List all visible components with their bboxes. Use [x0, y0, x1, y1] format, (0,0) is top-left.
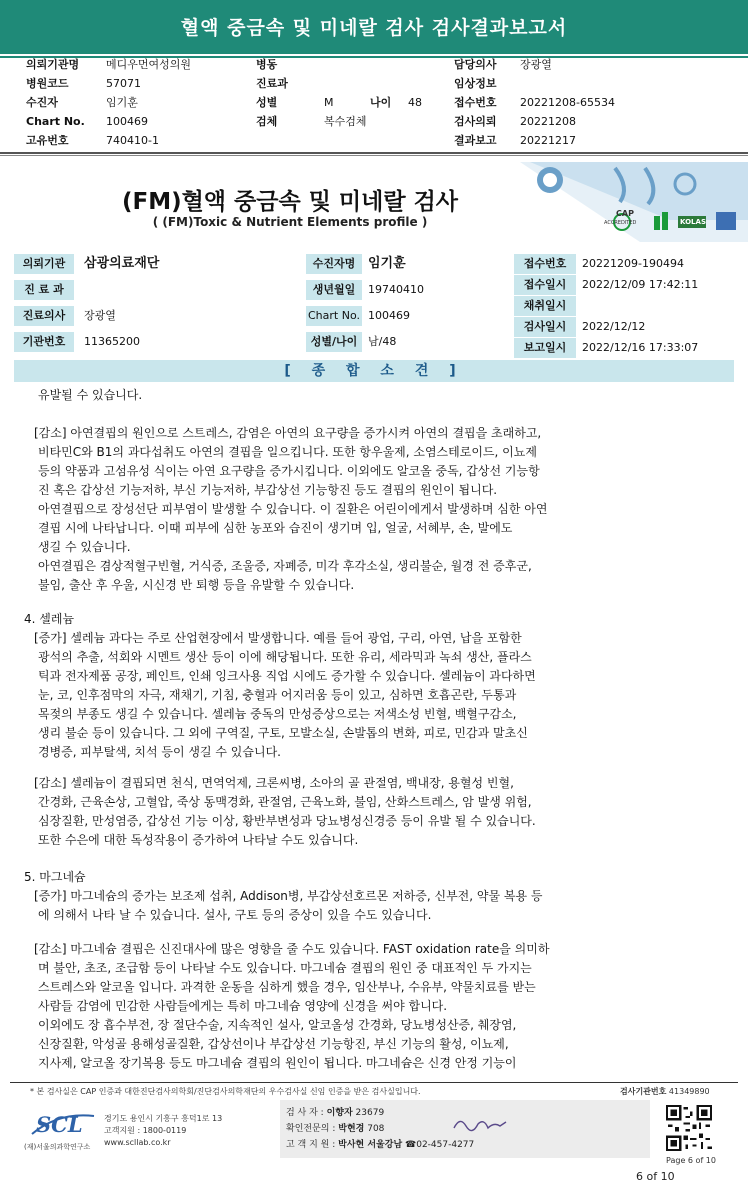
qr-code-icon: [666, 1105, 712, 1151]
text-line: 결핍 시에 나타납니다. 이때 피부에 심한 농포와 습진이 생기며 입, 얼굴, 서혜부, 손, 발에도: [38, 521, 513, 535]
accreditation-graphic-icon: [520, 160, 748, 250]
text-line: 또한 수은에 대한 독성작용이 증가하여 나타날 수도 있습니다.: [38, 833, 359, 847]
scl-fullname: (재)서울의과학연구소: [24, 1143, 91, 1151]
age-value: 48: [408, 96, 422, 109]
ward-label: 병동: [256, 58, 278, 71]
receipt-no-label-2: 접수번호: [514, 254, 576, 274]
cap-logo-text: CAP: [616, 209, 634, 218]
text-line: 등의 약품과 고섬유성 식이는 아연 요구량을 증가시킵니다. 이외에도 알코올 중독, 갑상선 기능항: [38, 464, 540, 478]
dept-value: [80, 280, 300, 300]
text-line: 틱과 전자제품 공장, 페인트, 인쇄 잉크사용 직업 시에도 증가할 수 있습니다. 셀레늄이 과다하면: [38, 669, 536, 683]
support-label: 고 객 지 원 :: [286, 1140, 336, 1150]
cap-accredited-text: ACCREDITED: [604, 220, 637, 226]
accreditation-note: * 본 검사실은 CAP 인증과 대한진단검사의학회/진단검사의학재단의 우수검사실 신임 인증을 받은 검사실입니다.: [30, 1087, 421, 1096]
inst-label: 의뢰기관: [14, 254, 74, 274]
name-value: 임기훈: [368, 256, 406, 271]
text-line: 간경화, 근육손상, 고혈압, 죽상 동맥경화, 관절염, 근육노화, 불임, 산화스트레스, 암 발생 위험,: [38, 795, 532, 809]
report-date-label-2: 보고일시: [514, 338, 576, 358]
header-separator: [0, 152, 748, 154]
collect-date-value: [578, 296, 728, 316]
text-line: 심장질환, 만성염증, 갑상선 기능 이상, 황반부변성과 당뇨병성신경증 등이 유발 될 수 있습니다.: [38, 814, 536, 828]
text-line: 며 불안, 초조, 조급함 등이 나타날 수도 있습니다. 마그네슘 결핍의 원인 중 대표적인 두 가지는: [38, 961, 532, 975]
scl-logo: [24, 1108, 98, 1151]
lab-phone: 고객지원 : 1800-0119: [104, 1126, 187, 1135]
report-banner: [0, 0, 748, 54]
kolas-logo-text: KOLAS: [680, 218, 706, 226]
specimen-label: 검체: [256, 115, 278, 128]
name-label: 수진자명: [306, 254, 362, 274]
section-heading: 5. 마그네슘: [24, 870, 86, 884]
accreditation-logos: [520, 160, 748, 250]
text-line: 진 혹은 갑상선 기능저하, 부신 기능저하, 부갑상선 기능항진 등도 결핍의 원인이 됩니다.: [38, 483, 498, 497]
collect-date-label: 채취일시: [514, 296, 576, 316]
text-line: 생리 불순 등이 있습니다. 그 외에 구역질, 구토, 모발소실, 손발톱의 변화, 피로, 민감과 말초신: [38, 726, 528, 740]
text-line: [감소] 아연결핍의 원인으로 스트레스, 감염은 아연의 요구량을 증가시켜 아연의 결핍을 초래하고,: [34, 426, 542, 440]
section-heading: 4. 셀레늄: [24, 612, 75, 626]
text-line: 에 의해서 나타 날 수 있습니다. 설사, 구토 등의 증상이 있을 수도 있습니다.: [38, 908, 432, 922]
text-line: 불임, 출산 후 우울, 시신경 반 퇴행 등을 유발할 수 있습니다.: [38, 578, 355, 592]
text-line: 광석의 추출, 석회와 시멘트 생산 등이 이에 해당됩니다. 또한 유리, 세라믹과 녹쇠 생산, 플라스: [38, 650, 532, 664]
org-code-label: 검사기관번호: [620, 1087, 667, 1096]
report-date-label: 결과보고: [454, 134, 497, 147]
unique-no-value: 740410-1: [106, 134, 159, 147]
footer-rule: [10, 1082, 738, 1083]
doctor-label: 담당의사: [454, 58, 497, 71]
banner-title: 혈액 중금속 및 미네랄 검사 검사결과보고서: [180, 17, 568, 39]
sex-label: 성별: [256, 96, 278, 109]
test-date-label: 검사일시: [514, 317, 576, 337]
org-no-label: 기관번호: [14, 332, 74, 352]
text-line: [증가] 마그네슘의 증가는 보조제 섭취, Addison병, 부갑상선호르몬 저하증, 신부전, 약물 복용 등: [34, 889, 543, 903]
birth-value: 19740410: [368, 283, 424, 296]
text-line: 유발될 수 있습니다.: [38, 388, 143, 402]
sex-value: M: [324, 96, 334, 109]
text-line: 스트레스와 알코올 입니다. 과격한 운동을 심하게 했을 경우, 임산부나, 수유부, 약물치료를 받는: [38, 980, 536, 994]
lab-address: 경기도 용인시 기흥구 흥덕1로 13: [104, 1114, 223, 1123]
doctor-label-2: 진료의사: [14, 306, 74, 326]
receipt-no-value-2: 20221209-190494: [582, 257, 684, 270]
patient-value: 임기훈: [106, 96, 138, 109]
confirm-label: 확인전문의 :: [286, 1124, 336, 1134]
text-line: 목젖의 부종도 생길 수 있습니다. 셀레늄 중독의 만성증상으로는 저색소성 빈혈, 백혈구감소,: [38, 707, 517, 721]
report-title: (FM)혈액 중금속 및 미네랄 검사: [121, 189, 459, 215]
receipt-date-value: 2022/12/09 17:42:11: [582, 278, 699, 291]
confirm-name: 박현경: [338, 1124, 365, 1134]
report-date-value-2: 2022/12/16 17:33:07: [582, 341, 699, 354]
confirm-no: 708: [367, 1124, 385, 1134]
text-line: 생길 수 있습니다.: [38, 540, 131, 554]
org-code: [620, 1086, 710, 1097]
doctor-value: 장광열: [520, 58, 552, 71]
receipt-date-label: 접수일시: [514, 275, 576, 295]
chart-value-2: 100469: [368, 309, 410, 322]
scl-wordmark: SCL: [36, 1112, 83, 1137]
text-line: 경병증, 피부탈색, 치석 등이 생길 수 있습니다.: [38, 745, 281, 759]
report-date-value: 20221217: [520, 134, 576, 147]
signature-icon: [450, 1112, 510, 1136]
chart-no-value: 100469: [106, 115, 148, 128]
lab-website: www.scllab.co.kr: [104, 1138, 171, 1147]
report-subtitle: ( (FM)Toxic & Nutrient Elements profile ): [152, 215, 428, 229]
summary-heading: [ 종 합 소 견 ]: [14, 360, 734, 382]
tester-name: 이향자: [326, 1108, 353, 1118]
page-indicator: 6 of 10: [636, 1170, 675, 1183]
text-line: [감소] 마그네슘 결핍은 신진대사에 많은 영향을 줄 수도 있습니다. FAST oxidation rate을 의미하: [34, 942, 550, 956]
clinical-label: 임상정보: [454, 77, 497, 90]
text-line: 이외에도 장 흡수부전, 장 절단수술, 지속적인 설사, 알코올성 간경화, 당뇨병성산증, 췌장염,: [38, 1018, 517, 1032]
lab-contact: [104, 1113, 222, 1149]
text-line: 신장질환, 악성골 용해성골질환, 갑상선이나 부갑상선 기능항진, 부신 기능의 활성, 이뇨제,: [38, 1037, 509, 1051]
age-label: 나이: [370, 96, 392, 109]
specimen-value: 복수검체: [324, 115, 367, 128]
institution-value: 메디우먼여성의원: [106, 58, 192, 71]
request-date-label: 검사의뢰: [454, 115, 497, 128]
text-line: [증가] 셀레늄 과다는 주로 산업현장에서 발생합니다. 예를 들어 광업, 구리, 아연, 납을 포함한: [34, 631, 522, 645]
header-separator-thin: [0, 155, 748, 156]
text-line: 아연결핍은 겸상적혈구빈혈, 거식증, 조울증, 자폐증, 미각 후각소실, 생리불순, 월경 전 증후군,: [38, 559, 532, 573]
sex-age-label: 성별/나이: [306, 332, 362, 352]
unique-no-label: 고유번호: [26, 134, 69, 147]
chart-label-2: Chart No.: [306, 306, 362, 326]
text-line: [감소] 셀레늄이 결핍되면 천식, 면역억제, 크론씨병, 소아의 골 관절염, 백내장, 용혈성 빈혈,: [34, 776, 514, 790]
patient-label: 수진자: [26, 96, 58, 109]
signatories: [280, 1100, 650, 1158]
hospital-code-label: 병원코드: [26, 77, 69, 90]
org-code-value: 41349890: [668, 1087, 710, 1096]
text-line: 눈, 코, 인후점막의 자극, 재채기, 기침, 충혈과 어지러움 등이 있고, 심하면 호흡곤란, 두통과: [38, 688, 517, 702]
support-phone: ☎02-457-4277: [405, 1140, 475, 1150]
birth-label: 생년월일: [306, 280, 362, 300]
tester-label: 검 사 자 :: [286, 1108, 324, 1118]
doctor-value-2: 장광열: [84, 309, 116, 322]
hospital-code-value: 57071: [106, 77, 141, 90]
text-line: 아연결핍으로 장성선단 피부염이 발생할 수 있습니다. 이 질환은 어린이에게서 발생하며 심한 아연: [38, 502, 548, 516]
receipt-no-value: 20221208-65534: [520, 96, 615, 109]
receipt-no-label: 접수번호: [454, 96, 497, 109]
dept-label: 진 료 과: [14, 280, 74, 300]
inst-value: 삼광의료재단: [84, 256, 160, 271]
department-label: 진료과: [256, 77, 288, 90]
page-indicator-small: Page 6 of 10: [666, 1156, 716, 1165]
test-date-value: 2022/12/12: [582, 320, 646, 333]
org-no-value: 11365200: [84, 335, 140, 348]
chart-no-label: Chart No.: [26, 115, 85, 128]
support-name: 박사현 서울강남: [338, 1140, 403, 1150]
tester-no: 23679: [355, 1108, 385, 1118]
text-line: 지사제, 알코올 장기복용 등도 마그네슘 결핍의 원인이 됩니다. 마그네슘은 신경 안정 기능이: [38, 1056, 517, 1070]
institution-label: 의뢰기관명: [26, 58, 80, 71]
text-line: 비타민C와 B1의 과다섭취도 아연의 결핍을 일으킵니다. 또한 항우울제, 소염스테로이드, 이뇨제: [38, 445, 537, 459]
request-date-value: 20221208: [520, 115, 576, 128]
sex-age-value: 남/48: [368, 335, 397, 348]
text-line: 사람들 감염에 민감한 사람들에게는 특히 마그네슘 영양에 신경을 써야 합니다.: [38, 999, 448, 1013]
